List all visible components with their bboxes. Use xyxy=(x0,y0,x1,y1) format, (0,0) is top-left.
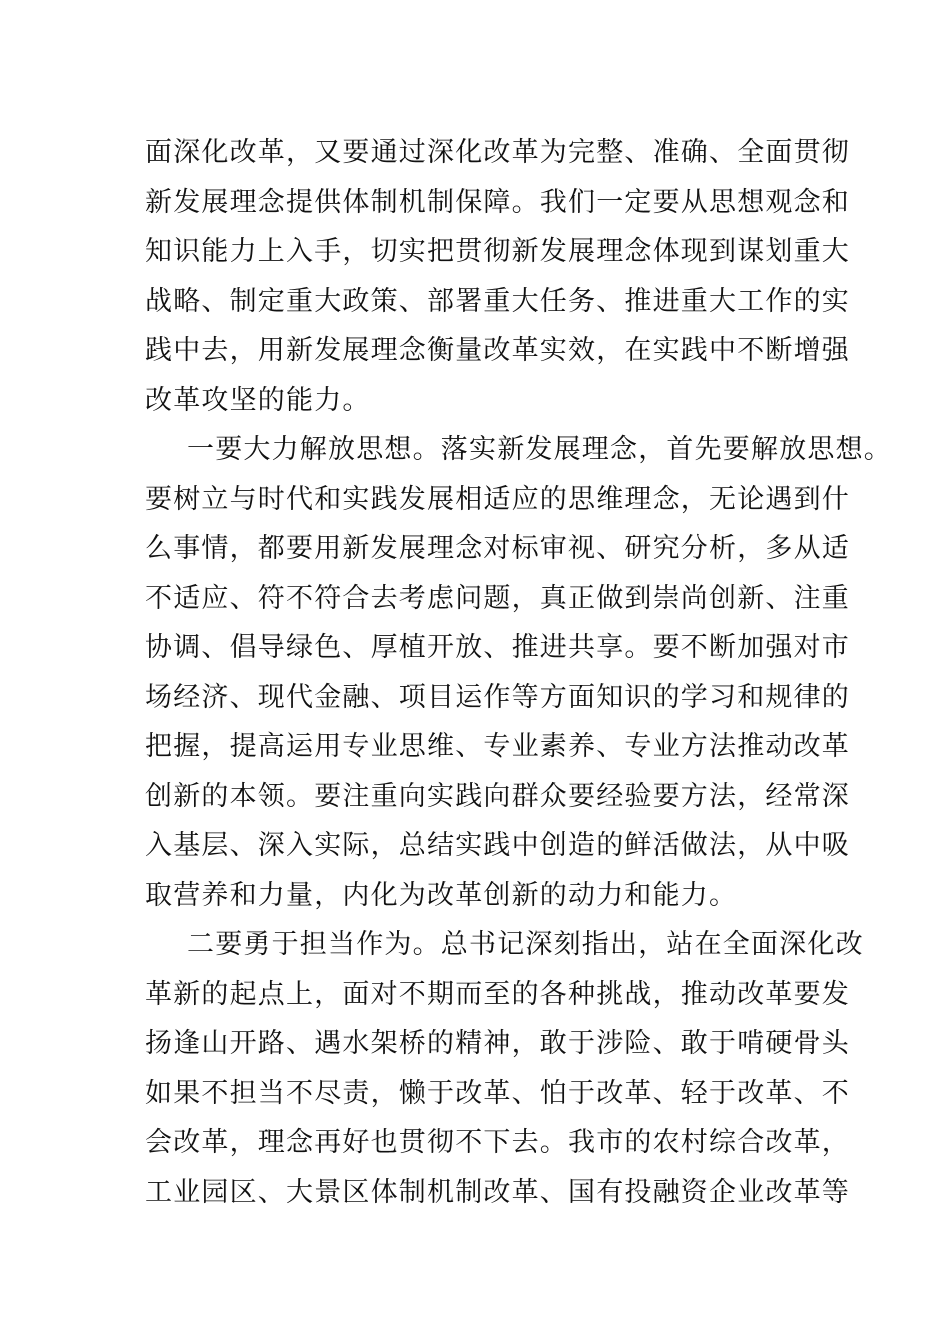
text-line: 践中去，用新发展理念衡量改革实效，在实践中不断增强 xyxy=(145,335,850,366)
text-line: 知识能力上入手，切实把贯彻新发展理念体现到谋划重大 xyxy=(145,236,850,267)
text-line: 不适应、符不符合去考虑问题，真正做到崇尚创新、注重 xyxy=(145,582,850,614)
text-line: 改革攻坚的能力。 xyxy=(145,384,371,416)
text-line: 创新的本领。要注重向实践向群众要经验要方法，经常深 xyxy=(145,780,850,812)
paragraph-start-line: 一要大力解放思想。落实新发展理念，首先要解放思想。 xyxy=(187,434,892,465)
text-line: 工业园区、大景区体制机制改革、国有投融资企业改革等 xyxy=(145,1176,850,1208)
text-line: 战略、制定重大政策、部署重大任务、推进重大工作的实 xyxy=(145,285,850,317)
text-line: 革新的起点上，面对不期而至的各种挑战，推动改革要发 xyxy=(145,978,850,1010)
text-line: 新发展理念提供体制机制保障。我们一定要从思想观念和 xyxy=(145,186,850,218)
text-line: 要树立与时代和实践发展相适应的思维理念，无论遇到什 xyxy=(145,483,850,515)
text-line: 会改革，理念再好也贯彻不下去。我市的农村综合改革， xyxy=(145,1127,850,1158)
paragraph-start-line: 二要勇于担当作为。总书记深刻指出，站在全面深化改 xyxy=(187,929,864,960)
text-line: 取营养和力量，内化为改革创新的动力和能力。 xyxy=(145,879,738,911)
text-line: 面深化改革，又要通过深化改革为完整、准确、全面贯彻 xyxy=(145,137,850,168)
text-line: 入基层、深入实际，总结实践中创造的鲜活做法，从中吸 xyxy=(145,830,850,861)
text-line: 把握，提高运用专业思维、专业素养、专业方法推动改革 xyxy=(145,731,850,762)
text-line: 么事情，都要用新发展理念对标审视、研究分析，多从适 xyxy=(145,533,850,564)
body-text xyxy=(145,128,892,1217)
text-line: 协调、倡导绿色、厚植开放、推进共享。要不断加强对市 xyxy=(145,632,850,663)
text-line: 扬逢山开路、遇水架桥的精神，敢于涉险、敢于啃硬骨头 xyxy=(145,1028,850,1059)
text-line: 场经济、现代金融、项目运作等方面知识的学习和规律的 xyxy=(145,681,850,713)
text-line: 如果不担当不尽责，懒于改革、怕于改革、轻于改革、不 xyxy=(145,1077,850,1109)
